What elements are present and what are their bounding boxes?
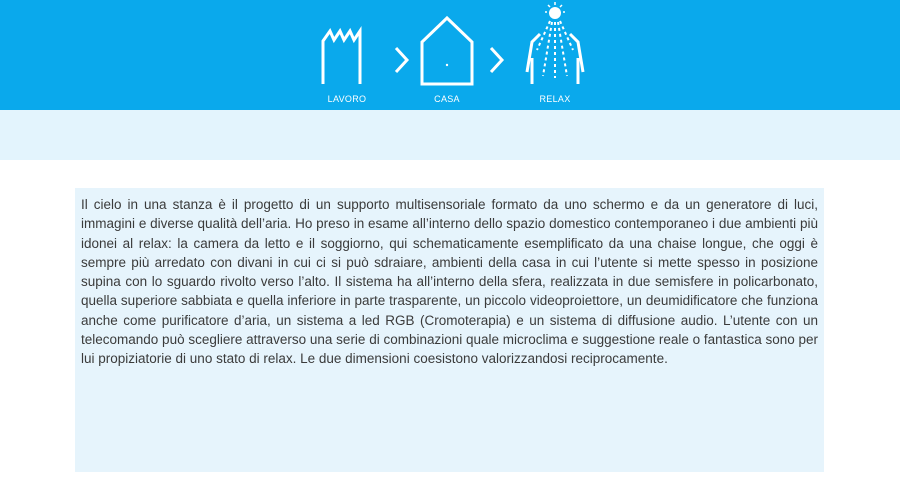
step-relax [510, 0, 600, 110]
step-label-casa: CASA [434, 94, 460, 104]
step-lavoro [302, 0, 392, 110]
step-label-lavoro: LAVORO [327, 94, 367, 104]
header-banner [0, 0, 900, 110]
step-label-relax: RELAX [539, 94, 571, 104]
step-casa [402, 0, 492, 110]
light-band [0, 110, 900, 160]
description-box [75, 188, 824, 472]
chevron-right-icon [485, 0, 509, 110]
description-text: Il cielo in una stanza è il progetto di un supporto multisensoriale formato da uno schermo e da un generatore di luci, immagini e diverse qualità dell’aria. Ho preso in esame all’interno dello spazio domestico contemporaneo i due ambienti più idonei al relax: la camera da letto e il soggiorno, qui schematicamente esemplificato da una chaise longue, che oggi è sempre più arredato con divani in cui ci si può sdraiare, ambienti della casa in cui l’utente si mette spesso in posizione supina con lo sguardo rivolto verso l’alto. Il sistema ha all’interno della sfera, realizzata in due semisfere in policarbonato, quella superiore sabbiata e quella inferiore in parte trasparente, un piccolo videoproiettore, un deumidificatore che funziona anche come purificatore d’aria, un sistema a led RGB (Cromoterapia) e un sistema di diffusione audio. L’utente con un telecomando può scegliere attraverso una serie di combinazioni quale microclima e suggestione reale o fantastica sono per lui propiziatorie di uno stato di relax. Le due dimensioni coesistono valorizzandosi reciprocamente. [81, 197, 818, 367]
